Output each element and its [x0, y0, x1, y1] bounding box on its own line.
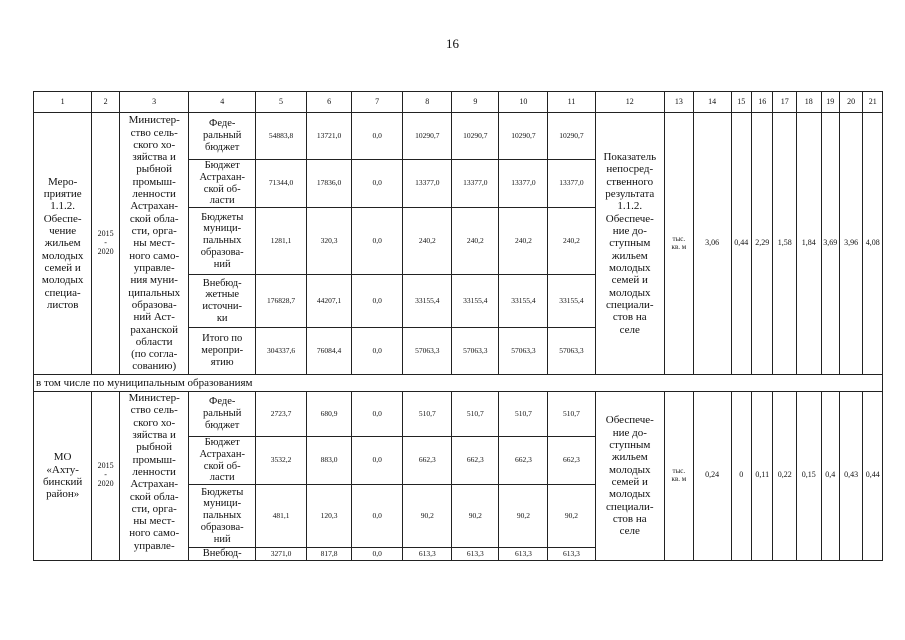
amount-cell: 662,3: [403, 437, 452, 485]
amount-cell: 3271,0: [255, 548, 306, 561]
column-number: 5: [255, 92, 306, 113]
budget-table: [33, 91, 883, 561]
amount-cell: 662,3: [499, 437, 548, 485]
funding-source-cell: Бюджет Астрахан- ской об- ласти: [189, 160, 255, 208]
target-value-cell: 0,11: [751, 392, 772, 561]
amount-cell: 71344,0: [255, 160, 306, 208]
amount-cell: 0,0: [352, 113, 403, 160]
target-value-cell: 0,22: [773, 392, 797, 561]
amount-cell: 13377,0: [452, 160, 499, 208]
target-value-cell: 0,43: [839, 392, 863, 561]
amount-cell: 0,0: [352, 160, 403, 208]
target-value-cell: 3,06: [693, 113, 731, 375]
executor-cell: Министер- ство сель- ского хо- зяйства и рыбной промыш- ленности Астрахан- ской обла- сти, орга- ны мест- ного само- управле-: [119, 392, 189, 561]
funding-source-cell: Внебюд-: [189, 548, 255, 561]
column-number: 2: [92, 92, 120, 113]
target-value-cell: 0,44: [731, 113, 751, 375]
amount-cell: 90,2: [499, 485, 548, 548]
funding-source-cell: Феде- ральный бюджет: [189, 392, 255, 437]
column-number: 13: [665, 92, 694, 113]
column-number: 11: [548, 92, 595, 113]
target-value-cell: 1,58: [773, 113, 797, 375]
amount-cell: 883,0: [307, 437, 352, 485]
funding-source-cell: Феде- ральный бюджет: [189, 113, 255, 160]
column-number-row: [34, 92, 883, 113]
section-separator-row: [34, 375, 883, 392]
amount-cell: 481,1: [255, 485, 306, 548]
target-value-cell: 2,29: [751, 113, 772, 375]
target-value-cell: 0: [731, 392, 751, 561]
column-number: 12: [595, 92, 665, 113]
page-number: 16: [446, 36, 459, 51]
amount-cell: 10290,7: [499, 113, 548, 160]
column-number: 18: [796, 92, 821, 113]
amount-cell: 44207,1: [307, 275, 352, 328]
period-cell: 2015 - 2020: [92, 392, 120, 561]
amount-cell: 3532,2: [255, 437, 306, 485]
event-name-cell: Меро- приятие 1.1.2. Обеспе- чение жильем молодых семей и молодых специа- листов: [34, 113, 92, 375]
funding-source-cell: Бюджеты муници- пальных образова- ний: [189, 208, 255, 275]
amount-cell: 0,0: [352, 328, 403, 375]
amount-cell: 13377,0: [548, 160, 595, 208]
amount-cell: 13377,0: [499, 160, 548, 208]
indicator-cell: Показатель непосред- ственного результата 1.1.2. Обеспече- ние до- ступным жильем молодых семей и молодых специали- стов на селе: [595, 113, 665, 375]
column-number: 17: [773, 92, 797, 113]
section-separator-text: в том числе по муниципальным образованиям: [34, 375, 883, 392]
amount-cell: 176828,7: [255, 275, 306, 328]
amount-cell: 662,3: [548, 437, 595, 485]
amount-cell: 680,9: [307, 392, 352, 437]
amount-cell: 0,0: [352, 392, 403, 437]
unit-cell: тыс. кв. м: [665, 392, 694, 561]
unit-cell: тыс. кв. м: [665, 113, 694, 375]
amount-cell: 57063,3: [548, 328, 595, 375]
target-value-cell: 0,44: [863, 392, 883, 561]
amount-cell: 54883,8: [255, 113, 306, 160]
target-value-cell: 0,15: [796, 392, 821, 561]
amount-cell: 240,2: [452, 208, 499, 275]
amount-cell: 13377,0: [403, 160, 452, 208]
amount-cell: 510,7: [452, 392, 499, 437]
amount-cell: 510,7: [499, 392, 548, 437]
table-row: [34, 392, 883, 437]
target-value-cell: 0,24: [693, 392, 731, 561]
amount-cell: 662,3: [452, 437, 499, 485]
amount-cell: 0,0: [352, 208, 403, 275]
column-number: 7: [352, 92, 403, 113]
target-value-cell: 3,96: [839, 113, 863, 375]
amount-cell: 33155,4: [452, 275, 499, 328]
amount-cell: 13721,0: [307, 113, 352, 160]
funding-source-cell: Бюджет Астрахан- ской об- ласти: [189, 437, 255, 485]
amount-cell: 90,2: [548, 485, 595, 548]
executor-cell: Министер- ство сель- ского хо- зяйства и рыбной промыш- ленности Астрахан- ской обла- сти, орга- ны мест- ного само- управле- ния муни- ципальных образова- ний Аст- раханской области (по согла- сованию): [119, 113, 189, 375]
amount-cell: 817,8: [307, 548, 352, 561]
target-value-cell: 0,4: [821, 392, 839, 561]
amount-cell: 240,2: [548, 208, 595, 275]
table-row: [34, 113, 883, 160]
amount-cell: 510,7: [548, 392, 595, 437]
amount-cell: 0,0: [352, 548, 403, 561]
amount-cell: 33155,4: [403, 275, 452, 328]
target-value-cell: 1,84: [796, 113, 821, 375]
period-cell: 2015 - 2020: [92, 113, 120, 375]
amount-cell: 33155,4: [499, 275, 548, 328]
indicator-cell: Обеспече- ние до- ступным жильем молодых семей и молодых специали- стов на селе: [595, 392, 665, 561]
amount-cell: 613,3: [403, 548, 452, 561]
amount-cell: 10290,7: [403, 113, 452, 160]
column-number: 10: [499, 92, 548, 113]
column-number: 4: [189, 92, 255, 113]
column-number: 8: [403, 92, 452, 113]
amount-cell: 0,0: [352, 437, 403, 485]
amount-cell: 90,2: [403, 485, 452, 548]
column-number: 9: [452, 92, 499, 113]
funding-source-cell: Бюджеты муници- пальных образова- ний: [189, 485, 255, 548]
column-number: 20: [839, 92, 863, 113]
amount-cell: 1281,1: [255, 208, 306, 275]
column-number: 16: [751, 92, 772, 113]
amount-cell: 240,2: [403, 208, 452, 275]
amount-cell: 33155,4: [548, 275, 595, 328]
amount-cell: 613,3: [499, 548, 548, 561]
funding-source-cell: Итого по меропри- ятию: [189, 328, 255, 375]
column-number: 1: [34, 92, 92, 113]
amount-cell: 76084,4: [307, 328, 352, 375]
amount-cell: 240,2: [499, 208, 548, 275]
amount-cell: 57063,3: [403, 328, 452, 375]
amount-cell: 510,7: [403, 392, 452, 437]
funding-source-cell: Внебюд- жетные источни- ки: [189, 275, 255, 328]
target-value-cell: 4,08: [863, 113, 883, 375]
column-number: 14: [693, 92, 731, 113]
column-number: 21: [863, 92, 883, 113]
amount-cell: 10290,7: [548, 113, 595, 160]
amount-cell: 57063,3: [452, 328, 499, 375]
amount-cell: 120,3: [307, 485, 352, 548]
column-number: 15: [731, 92, 751, 113]
amount-cell: 0,0: [352, 275, 403, 328]
amount-cell: 320,3: [307, 208, 352, 275]
amount-cell: 304337,6: [255, 328, 306, 375]
amount-cell: 0,0: [352, 485, 403, 548]
amount-cell: 17836,0: [307, 160, 352, 208]
amount-cell: 613,3: [548, 548, 595, 561]
target-value-cell: 3,69: [821, 113, 839, 375]
municipality-name-cell: МО «Ахту- бинский район»: [34, 392, 92, 561]
amount-cell: 10290,7: [452, 113, 499, 160]
amount-cell: 613,3: [452, 548, 499, 561]
amount-cell: 57063,3: [499, 328, 548, 375]
amount-cell: 2723,7: [255, 392, 306, 437]
column-number: 6: [307, 92, 352, 113]
column-number: 19: [821, 92, 839, 113]
amount-cell: 90,2: [452, 485, 499, 548]
column-number: 3: [119, 92, 189, 113]
